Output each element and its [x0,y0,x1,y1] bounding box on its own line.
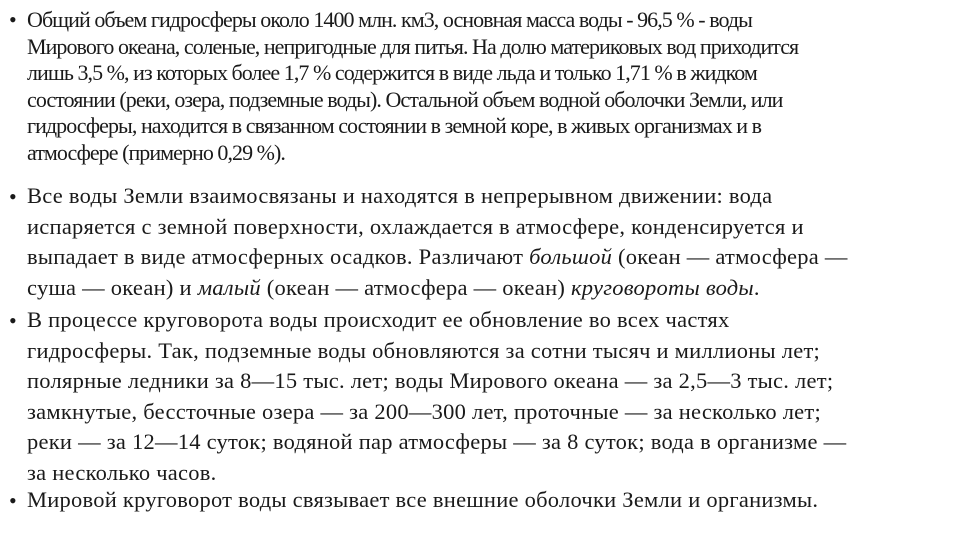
bullet-text-water-cycle [27,181,848,303]
text-run: суша — океан) и [27,274,198,300]
text-line: за несколько часов. [27,459,217,485]
text-line: Все воды Земли взаимосвязаны и находятся в непрерывном движении: вода [27,183,773,208]
text-line: Общий объем гидросферы около 1400 млн. км3, основная масса воды - 96,5 % - воды [27,7,753,32]
text-run: выпадает в виде атмосферных осадков. Различают [27,244,530,269]
text-run: (океан — атмосфера — океан) [260,274,572,300]
bullet-dot: • [9,7,17,32]
text-run: . [753,274,760,300]
text-line: гидросферы, находится в связанном состоянии в земной коре, в живых организмах и в [27,113,762,138]
bullet-dot: • [9,308,17,333]
bullet-dot: • [9,184,17,209]
bullet-text-renewal [27,305,846,488]
text-run: (океан — атмосфера — [612,244,848,269]
text-line: атмосфере (примерно 0,29 %). [27,139,285,165]
bullet-text-hydrosphere-volume [27,7,798,166]
text-line: Мировой круговорот воды связывает все внешние оболочки Земли и организмы. [27,487,819,512]
text-line [27,242,848,273]
text-line: лишь 3,5 %, из которых более 1,7 % содержится в виде льда и только 1,71 % в жидком [27,60,757,85]
text-line: состоянии (реки, озера, подземные воды). Остальной объем водной оболочки Земли, или [27,86,783,112]
text-line: замкнутые, бессточные озера — за 200—300 лет, проточные — за несколько лет; [27,398,822,424]
text-line: испаряется с земной поверхности, охлаждается в атмосфере, конденсируется и [27,213,804,239]
emphasis-large-cycle: большой [529,244,613,269]
bullet-text-global-cycle [27,485,818,516]
emphasis-water-cycles: круговороты воды [571,274,754,300]
text-line: полярные ледники за 8—15 тыс. лет; воды Мирового океана — за 2,5—3 тыс. лет; [27,368,834,393]
text-line: реки — за 12—14 суток; водяной пар атмосферы — за 8 суток; вода в организме — [27,429,847,454]
text-line: Мирового океана, соленые, непригодные для питья. На долю материковых вод приходится [27,33,799,59]
bullet-dot: • [9,488,17,513]
text-line [27,273,848,304]
emphasis-small-cycle: малый [197,274,261,300]
text-line: В процессе круговорота воды происходит ее обновление во всех частях [27,307,730,332]
text-line: гидросферы. Так, подземные воды обновляются за сотни тысяч и миллионы лет; [27,337,821,363]
